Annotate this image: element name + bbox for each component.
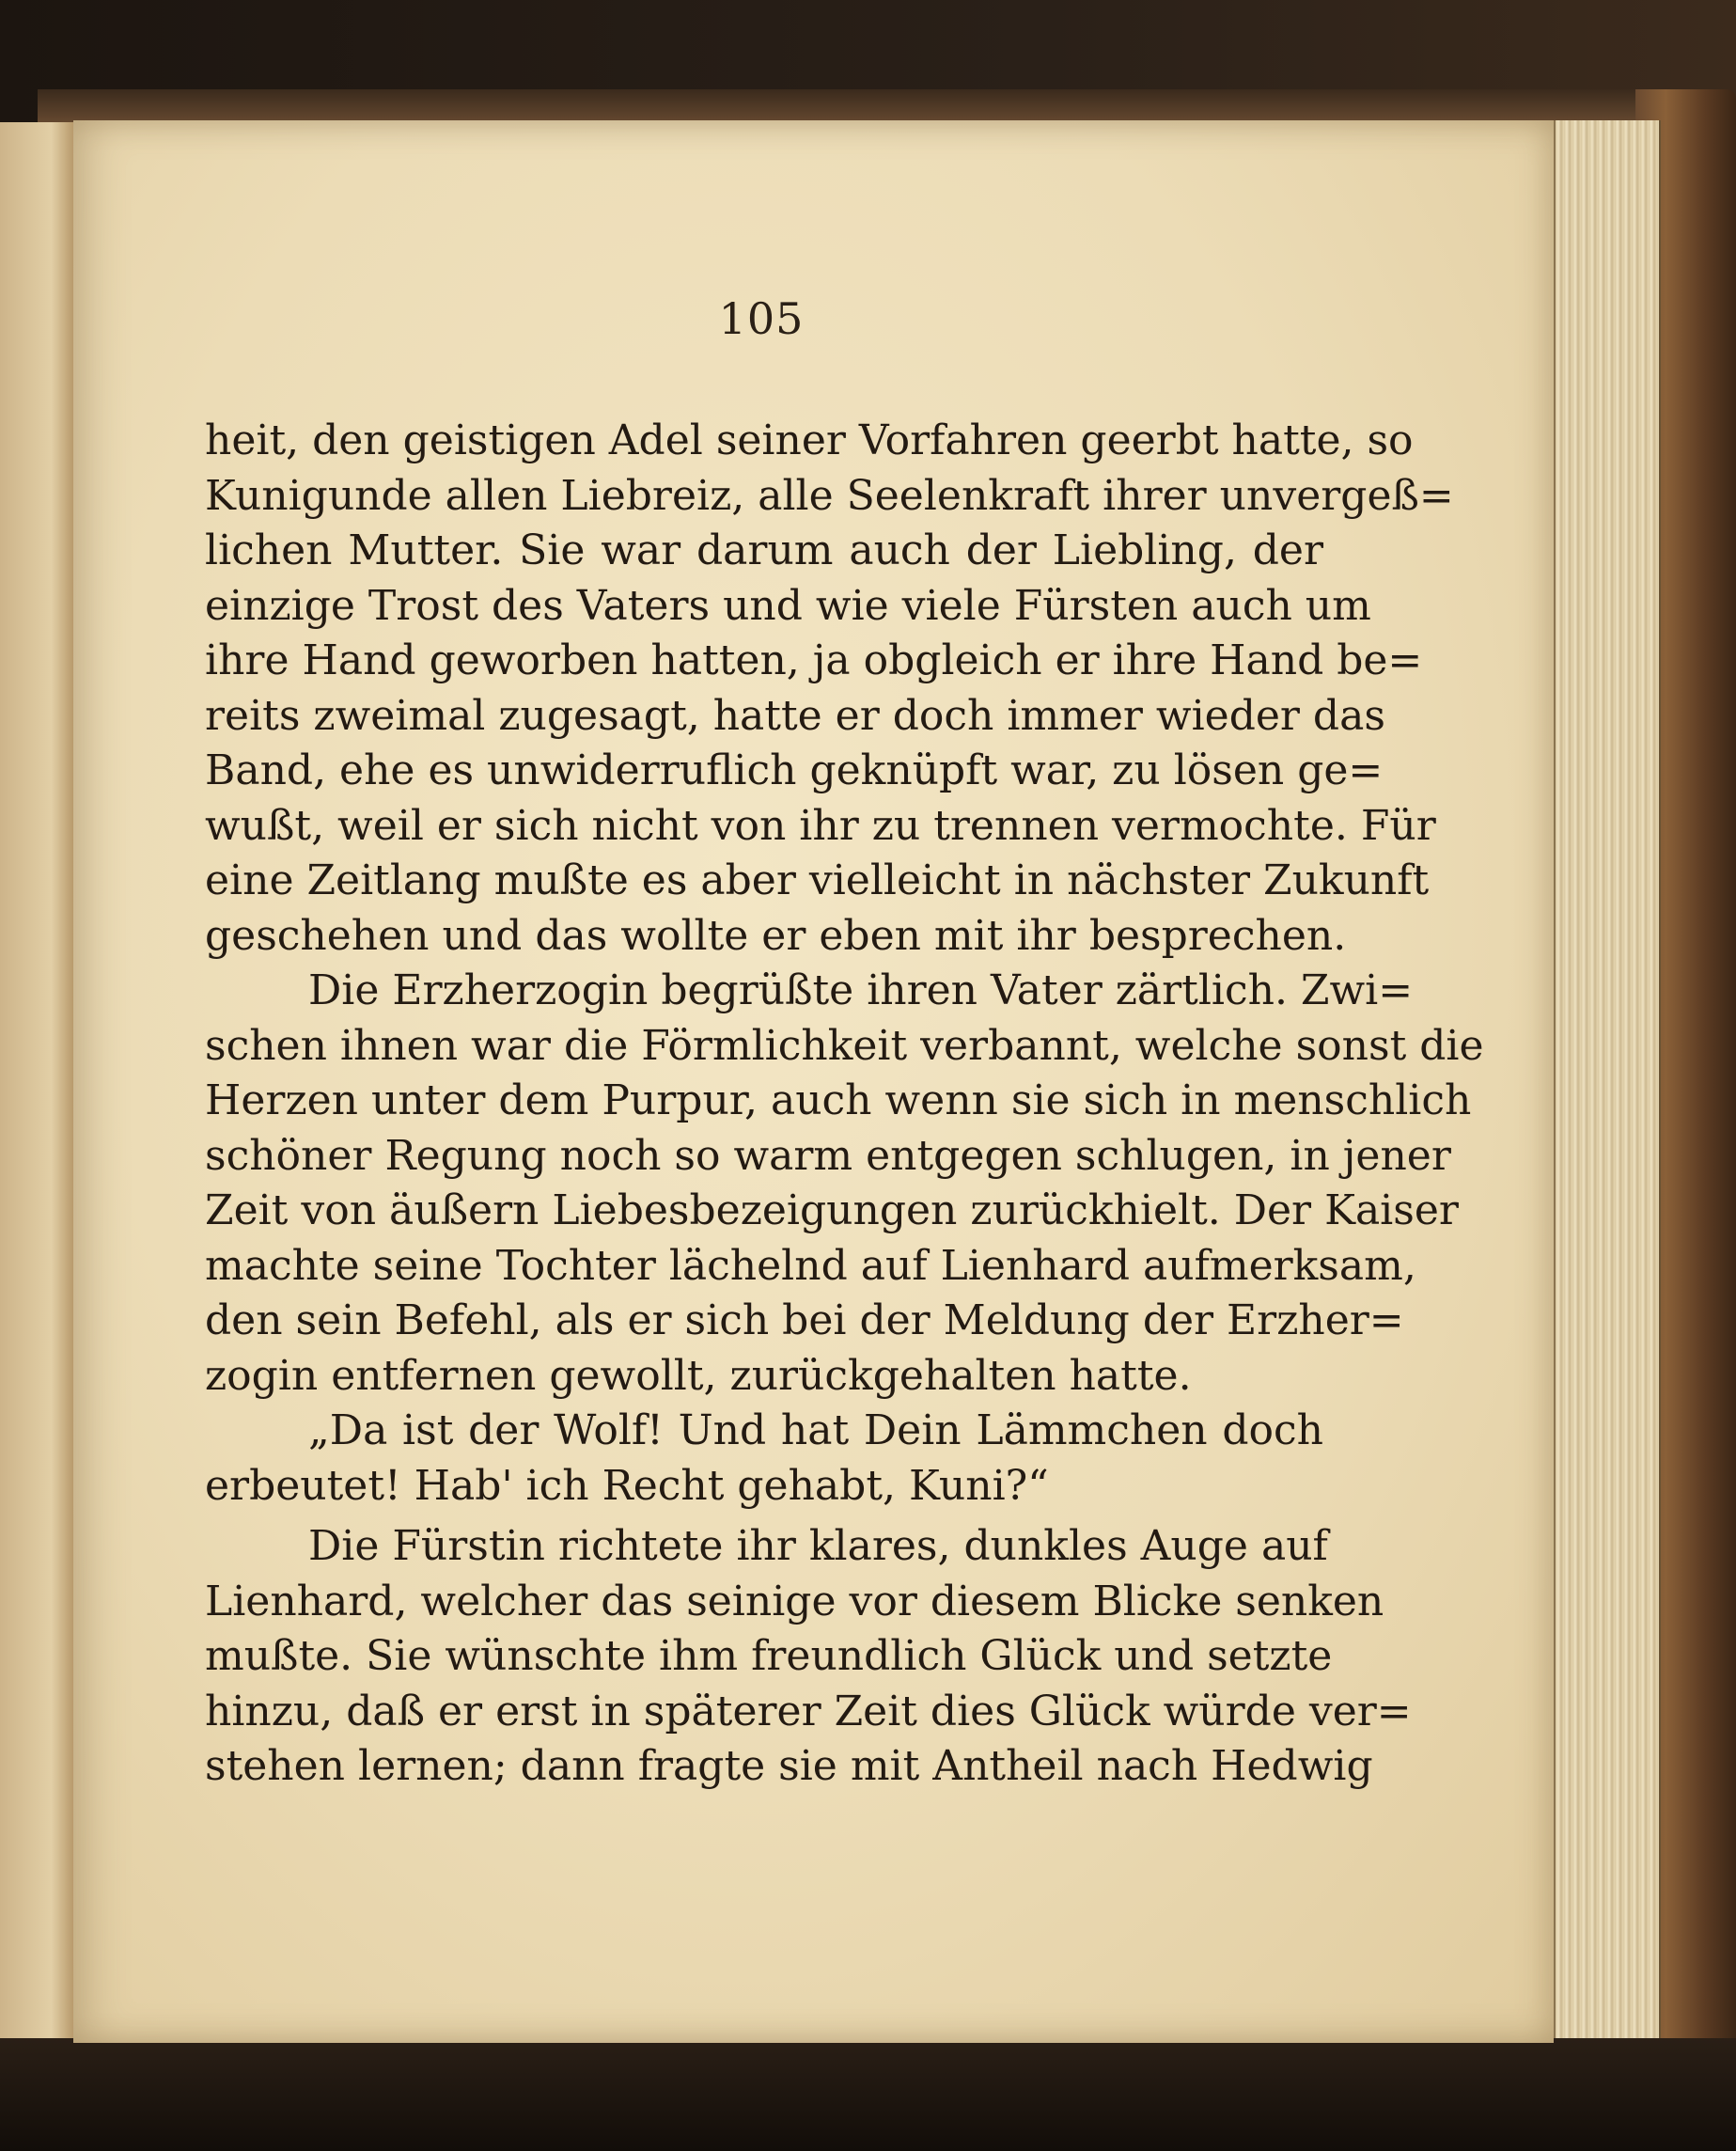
text-line: ihre Hand geworben hatten, ja obgleich er ihre Hand be= (205, 636, 1423, 684)
text-line: heit, den geistigen Adel seiner Vorfahren geerbt hatte, so (205, 416, 1414, 464)
text-line: machte seine Tochter lächelnd auf Lienhard aufmerksam, (205, 1241, 1416, 1290)
text-line: Die Erzherzogin begrüßte ihren Vater zärtlich. Zwi= (308, 966, 1414, 1014)
text-line: stehen lernen; dann fragte sie mit Antheil nach Hedwig (205, 1742, 1373, 1790)
text-line: schen ihnen war die Förmlichkeit verbannt, welche sonst die (205, 1021, 1484, 1070)
text-line: Zeit von äußern Liebesbezeigungen zurückhielt. Der Kaiser (205, 1186, 1459, 1234)
text-line: geschehen und das wollte er eben mit ihr besprechen. (205, 911, 1347, 960)
page-edges (1554, 120, 1661, 2043)
text-line: eine Zeitlang mußte es aber vielleicht in nächster Zukunft (205, 856, 1430, 904)
text-line: mußte. Sie wünschte ihm freundlich Glück und setzte (205, 1632, 1333, 1680)
text-line: wußt, weil er sich nicht von ihr zu trennen vermochte. Für (205, 801, 1436, 850)
text-line: Lienhard, welcher das seinige vor diesem Blicke senken (205, 1577, 1384, 1625)
text-line: zogin entfernen gewollt, zurückgehalten hatte. (205, 1351, 1192, 1400)
text-line: lichen Mutter. Sie war darum auch der Liebling, der (205, 526, 1323, 574)
text-line: hinzu, daß er erst in späterer Zeit dies Glück würde ver= (205, 1687, 1412, 1735)
text-line: Herzen unter dem Purpur, auch wenn sie sich in menschlich (205, 1076, 1472, 1124)
left-page-edge (0, 122, 76, 2040)
text-line: reits zweimal zugesagt, hatte er doch immer wieder das (205, 691, 1385, 740)
text-line: Band, ehe es unwiderruflich geknüpft war, zu lösen ge= (205, 746, 1384, 794)
text-line: den sein Befehl, als er sich bei der Meldung der Erzher= (205, 1296, 1404, 1344)
body-text (205, 414, 1484, 1795)
text-line: erbeutet! Hab' ich Recht gehabt, Kuni?“ (205, 1461, 1049, 1510)
text-line: einzige Trost des Vaters und wie viele Fürsten auch um (205, 581, 1371, 630)
page-number: 105 (718, 293, 805, 344)
text-line: schöner Regung noch so warm entgegen schlugen, in jener (205, 1131, 1451, 1180)
text-line: Kunigunde allen Liebreiz, alle Seelenkraft ihrer unvergeß= (205, 471, 1454, 520)
text-line: Die Fürstin richtete ihr klares, dunkles Auge auf (308, 1522, 1328, 1570)
bottom-shadow (0, 2038, 1736, 2151)
text-line: „Da ist der Wolf! Und hat Dein Lämmchen doch (308, 1406, 1323, 1454)
